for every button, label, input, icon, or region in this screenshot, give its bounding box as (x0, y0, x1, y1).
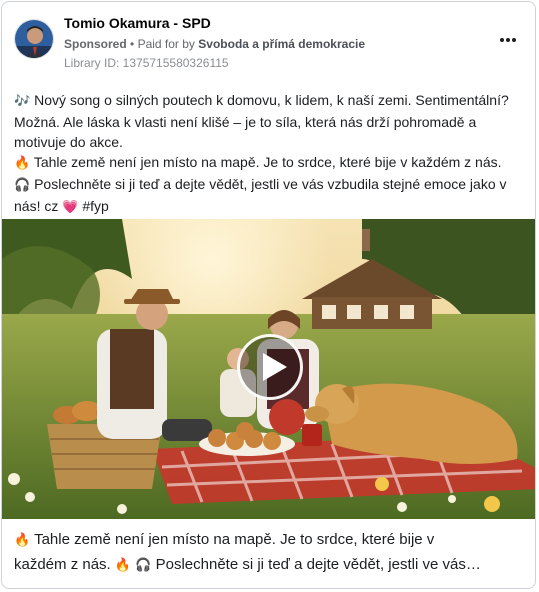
sponsor-line (64, 37, 365, 51)
separator: • (130, 37, 135, 51)
video-caption (14, 528, 526, 578)
ad-card (1, 1, 536, 589)
post-paragraph-1 (14, 90, 519, 152)
post-line-1: Nový song o silných poutech k domovu, k lidem, k naší zemi. Sentimentální? Možná. Ale láska k vlasti není klišé – je to síla, která nás drží pohromadě a motivuje do akce. (14, 92, 509, 150)
headphones-icon: 🎧 (14, 178, 31, 193)
post-text (14, 90, 519, 218)
headphones-icon: 🎧 (135, 558, 152, 573)
more-dots-icon-3 (512, 38, 516, 42)
caption-line-1 (14, 528, 526, 553)
heart-icon: 💗 (62, 200, 79, 215)
caption-text-1: Tahle země není jen místo na mapě. Je to srdce, které bije v (34, 531, 435, 548)
library-id: Library ID: 1375715580326115 (64, 56, 229, 70)
ad-header (2, 2, 535, 80)
payer-name[interactable]: Svoboda a přímá demokracie (198, 37, 366, 51)
sponsored-label: Sponsored (64, 37, 127, 51)
more-dots-icon (500, 38, 504, 42)
post-line-3: Poslechněte si ji teď a dejte vědět, jestli ve vás vzbudila stejné emoce jako v nás! cz (14, 176, 507, 214)
fire-icon: 🔥 (14, 533, 31, 548)
fire-icon: 🔥 (114, 558, 132, 573)
paid-for-by-label: Paid for by (137, 37, 195, 51)
video-thumbnail[interactable] (2, 219, 536, 519)
post-line-2: Tahle země není jen místo na mapě. Je to srdce, které bije v každém z nás. (33, 154, 502, 170)
page-avatar[interactable] (14, 19, 54, 59)
caption-line-2 (14, 553, 526, 578)
more-options-button[interactable] (495, 30, 521, 50)
more-dots-icon-2 (506, 38, 510, 42)
music-notes-icon: 🎶 (14, 94, 31, 109)
play-button[interactable] (237, 334, 303, 400)
fire-icon: 🔥 (14, 156, 31, 171)
hashtag-fyp[interactable]: #fyp (82, 198, 109, 214)
post-paragraph-2 (14, 152, 519, 174)
caption-text-2b: Poslechněte si ji teď a dejte vědět, jestli ve vás… (155, 556, 481, 573)
play-icon (263, 353, 287, 381)
caption-text-2a: každém z nás. (14, 556, 111, 573)
post-paragraph-3 (14, 174, 519, 218)
page-name[interactable]: Tomio Okamura - SPD (64, 15, 211, 31)
